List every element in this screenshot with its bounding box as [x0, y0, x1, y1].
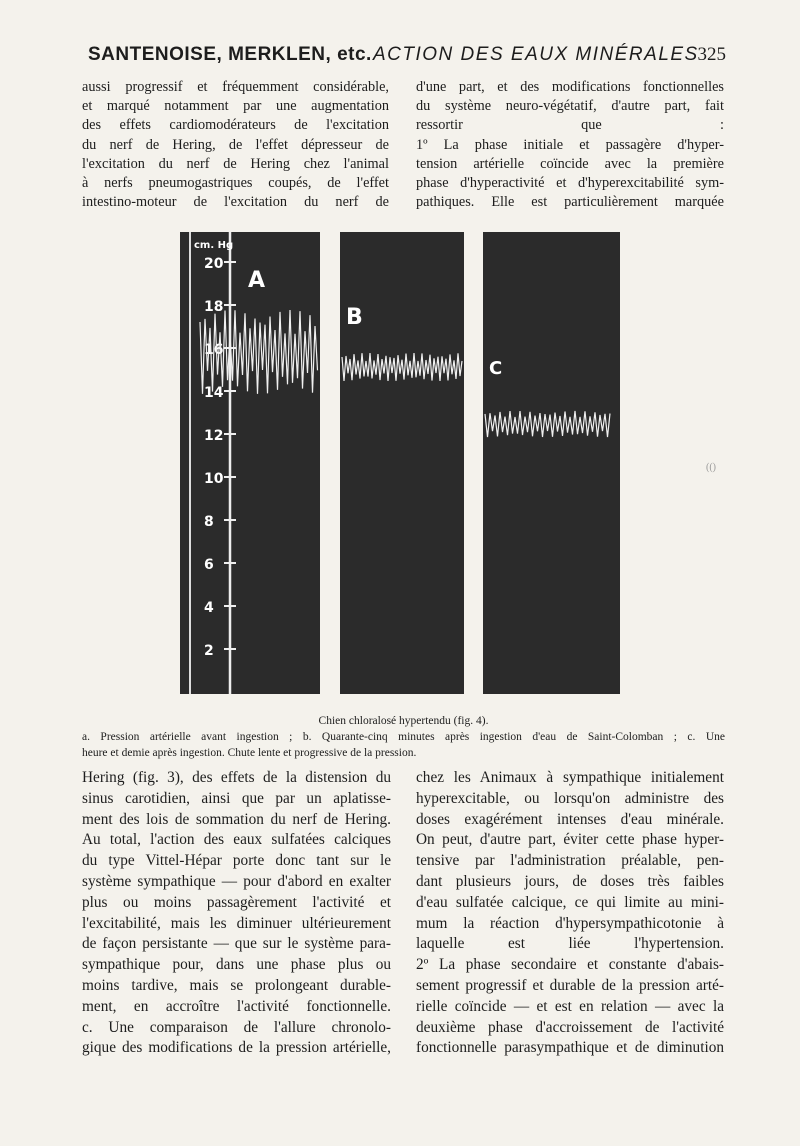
text-line: système sympathique — pour d'abord en exalter	[82, 872, 391, 890]
text-line: gique des modifications de la pression artérielle,	[82, 1039, 391, 1057]
figure-caption	[82, 713, 725, 761]
text-line: à nerfs pneumogastriques coupés, de l'effet	[82, 175, 389, 192]
text-line: sympathique pour, dans une phase plus ou	[82, 956, 391, 974]
text-line: 1º La phase initiale et passagère d'hyper-	[416, 136, 724, 153]
text-line: des effets cardiomodérateurs de l'excitation	[82, 117, 389, 134]
header-authors: SANTENOISE, MERKLEN, etc.	[88, 44, 372, 65]
marginal-mark: (()	[706, 462, 716, 473]
scale-tick-label: 16	[204, 342, 224, 358]
text-line: d'une part, et des modifications fonctionnelles	[416, 79, 724, 95]
text-line: et marqué notamment par une augmentation	[82, 98, 389, 115]
caption-title: Chien chloralosé hypertendu (fig. 4).	[318, 715, 489, 727]
pressure-tracing-figure	[180, 232, 620, 694]
text-line: l'excitation du nerf de Hering chez l'animal	[82, 155, 389, 172]
running-header	[88, 44, 728, 72]
text-line: laquelle est liée l'hypertension.	[416, 935, 724, 953]
text-line: hyperexcitable, ou lorsqu'on administre des	[416, 789, 724, 807]
text-line: l'excitabilité, mais les diminuer ultérieurement	[82, 914, 391, 932]
unit-label: cm. Hg	[194, 240, 234, 251]
text-line: sement progressif et durable de la pression arté-	[416, 976, 724, 994]
text-line: rielle coïncide — et est en relation — avec la	[416, 997, 724, 1015]
text-line: ment des lois de sommation du nerf de Hering.	[82, 810, 391, 828]
scale-tick-label: 20	[204, 256, 224, 272]
scale-tick-label: 2	[204, 643, 214, 659]
text-line: chez les Animaux à sympathique initialement	[416, 769, 724, 786]
text-line: tension artérielle coïncide avec la première	[416, 155, 724, 172]
top-left-column	[82, 78, 389, 212]
text-line: plus ou moins passagèrement l'activité et	[82, 893, 391, 911]
text-line: mum la réaction d'hypersympathicotonie à	[416, 914, 724, 932]
panel-label-b: B	[346, 305, 363, 330]
text-line: ment, en accroître l'activité fonctionnelle.	[82, 997, 391, 1015]
text-line: Hering (fig. 3), des effets de la distension du	[82, 769, 391, 786]
text-line: du type Vittel-Hépar porte donc tant sur le	[82, 852, 391, 870]
text-line: phase d'hyperactivité et d'hyperexcitabilité sym-	[416, 175, 724, 192]
text-line: Au total, l'action des eaux sulfatées calciques	[82, 831, 391, 849]
bottom-left-column	[82, 768, 391, 1059]
scale-tick-label: 4	[204, 600, 214, 616]
caption-line-2: heure et demie après ingestion. Chute lente et progressive de la pression.	[82, 747, 417, 759]
panel-c-background	[483, 232, 620, 694]
text-line: 2º La phase secondaire et constante d'abais-	[416, 956, 724, 974]
text-line: d'eau sulfatée calcique, ce qui limite au mini-	[416, 893, 724, 911]
text-line: de façon persistante — que sur le système para-	[82, 935, 391, 953]
text-line: sinus carotidien, ainsi que par un aplatisse-	[82, 789, 391, 807]
text-line: c. Une comparaison de l'allure chronolo-	[82, 1018, 391, 1036]
scale-tick-label: 8	[204, 514, 214, 530]
text-line: doses exagérément intenses d'eau minérale.	[416, 810, 724, 828]
top-right-column	[416, 78, 724, 212]
panel-label-c: C	[489, 358, 503, 379]
scale-tick-label: 12	[204, 428, 224, 444]
bottom-right-column	[416, 768, 724, 1059]
panel-b-background	[340, 232, 464, 694]
scale-tick-label: 6	[204, 557, 214, 573]
text-line: intestino-moteur de l'excitation du nerf de	[82, 194, 389, 211]
text-line: du nerf de Hering, de l'effet dépresseur de	[82, 136, 389, 153]
tracing-svg	[180, 232, 620, 694]
scale-tick-label: 14	[204, 385, 224, 401]
page-number: 325	[697, 44, 726, 65]
text-line: On peut, d'autre part, éviter cette phase hyper-	[416, 831, 724, 849]
text-line: moins tardive, mais se prolongeant durable-	[82, 976, 391, 994]
scale-tick-label: 10	[204, 471, 224, 487]
caption-line-1: a. Pression artérielle avant ingestion ; b. Quarante-cinq minutes après ingestion d'eau de Saint-Colomban ; c. Une	[82, 731, 725, 743]
text-line: fonctionnelle parasympathique et de diminution	[416, 1039, 724, 1057]
text-line: du système neuro-végétatif, d'autre part, fait	[416, 98, 724, 115]
text-line: deuxième phase d'accroissement de l'activité	[416, 1018, 724, 1036]
text-line: dant plusieurs jours, de doses très faibles	[416, 872, 724, 890]
header-title: ACTION DES EAUX MINÉRALES	[373, 44, 699, 65]
text-line: pathiques. Elle est particulièrement marquée	[416, 194, 724, 211]
scale-tick-label: 18	[204, 299, 224, 315]
text-line: aussi progressif et fréquemment considérable,	[82, 79, 389, 95]
text-line: ressortir que :	[416, 117, 724, 134]
text-line: tensive par l'administration préalable, pen-	[416, 852, 724, 870]
panel-a-background	[180, 232, 320, 694]
panel-label-a: A	[248, 268, 266, 293]
